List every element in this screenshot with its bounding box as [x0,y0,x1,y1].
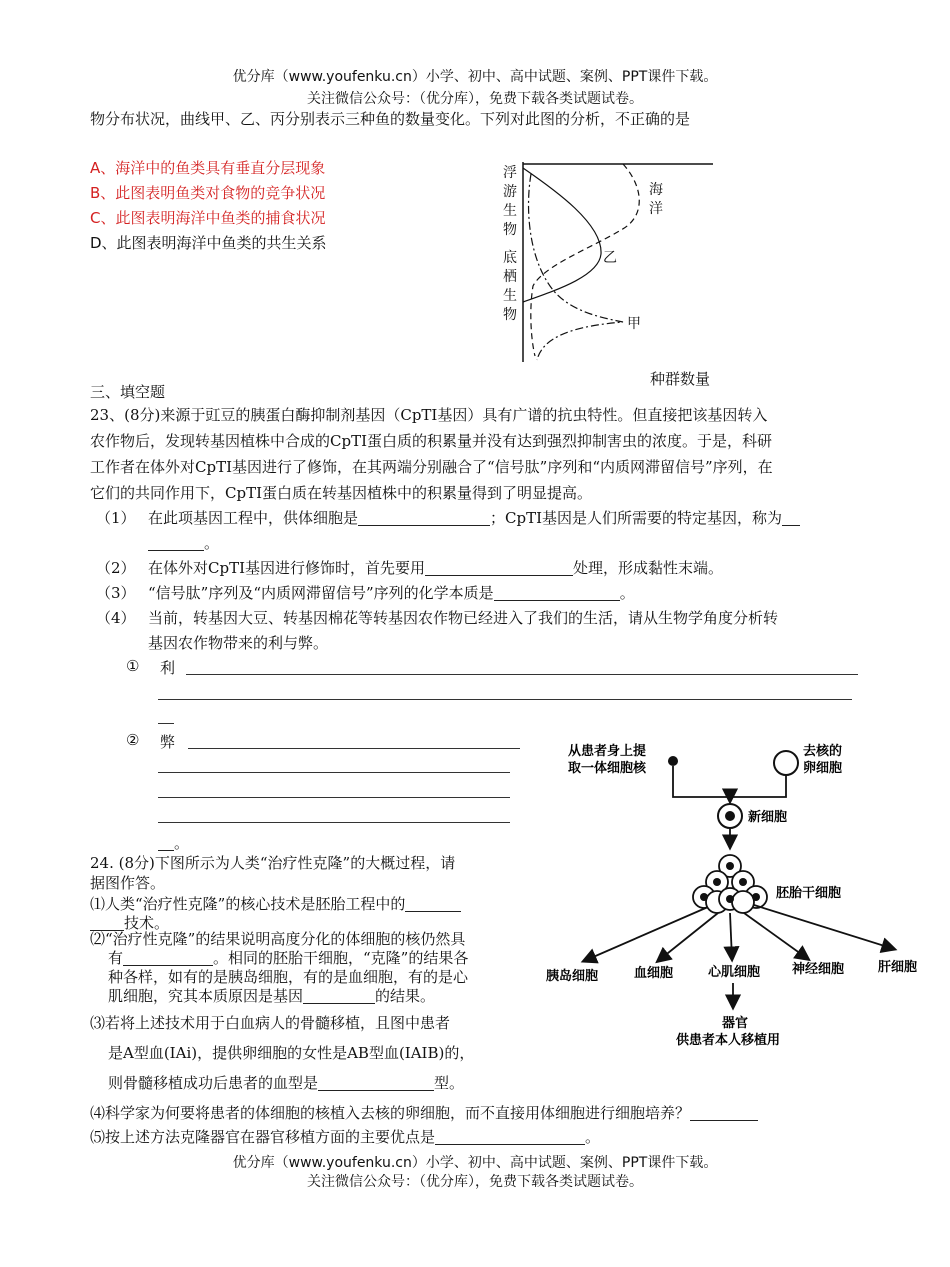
arrow-heart [730,913,732,959]
answer-line-bi[interactable] [158,822,510,823]
answer-blank[interactable] [358,509,490,527]
answer-blank[interactable] [148,534,204,552]
answer-blank[interactable] [158,834,174,852]
item-number: （2） [96,559,136,577]
y-label-char: 生 [503,288,517,304]
donor-label: 从患者身上提 [568,744,647,759]
option-d[interactable]: D、此图表明海洋中鱼类的共生关系 [90,234,327,252]
y-label-char: 栖 [503,269,517,285]
donor-label: 取一体细胞核 [568,761,647,776]
curve-label-jia: 甲 [627,316,641,332]
answer-line-bi[interactable] [158,797,510,798]
join-line [673,766,786,797]
q23-item-4-end: 。 [158,832,189,853]
item-number: （1） [96,509,136,527]
y-label-char: 底 [503,250,517,266]
y-label-char: 游 [503,184,517,200]
curve-label-haiyang: 洋 [649,201,663,217]
option-b[interactable]: B、此图表明鱼类对食物的竞争状况 [90,184,326,202]
section-title: 三、填空题 [90,383,166,401]
curve-jia-dashdot [529,174,623,360]
answer-blank[interactable] [405,895,461,913]
circled-number-1: ① [126,657,140,675]
q24-intro-cont: 据图作答。 [90,874,166,892]
header-line-2: 关注微信公众号：（优分库），免费下载各类试题试卷。 [307,91,643,107]
q24-sub-2: ⑵“治疗性克隆”的结果说明高度分化的体细胞的核仍然具 [90,930,466,948]
answer-blank[interactable] [782,509,800,527]
y-label-char: 生 [503,203,517,219]
footer-line-1: 优分库（www.youfenku.cn）小学、初中、高中试题、案例、PPT课件下载。 [232,1155,718,1171]
enucleated-egg-icon [774,751,798,775]
option-c[interactable]: C、此图表明海洋中鱼类的捕食状况 [90,209,326,227]
q24-sub-3-cont: 则骨髓移植成功后患者的血型是 型。 [108,1074,465,1092]
q23-line: 农作物后，发现转基因植株中合成的CpTI蛋白质的积累量并没有达到强烈抑制害虫的浓度。于是，科研 [90,432,773,450]
organ-use-label: 供患者本人移植用 [676,1033,781,1048]
q24-sub-1-cont: 技术。 [90,912,169,933]
arrow-blood [658,913,718,961]
curve-label-haiyang: 海 [649,182,663,198]
stem-cell-label: 胚胎干细胞 [776,886,842,901]
q23-item-3: “信号肽”序列及“内质网滞留信号”序列的化学本质是 。 [148,584,635,602]
q23-line: 工作者在体外对CpTI基因进行了修饰，在其两端分别融合了“信号肽”序列和“内质网滞留信号”序列，在 [90,458,773,476]
arrow-islet [584,907,708,961]
answer-blank[interactable] [425,559,573,577]
q23-item-4: 当前，转基因大豆、转基因棉花等转基因农作物已经进入了我们的生活，请从生物学角度分析转 [148,609,779,627]
curve-label-yi: 乙 [603,250,617,266]
output-liver: 肝细胞 [878,960,918,975]
q23-item-2: 在体外对CpTI基因进行修饰时，首先要用 处理，形成黏性末端。 [148,559,724,577]
option-a[interactable]: A、海洋中的鱼类具有垂直分层现象 [90,159,326,177]
item-number: （4） [96,609,136,627]
answer-blank[interactable] [494,584,620,602]
q24-intro: 24. (8分)下图所示为人类“治疗性克隆”的大概过程，请 [90,854,456,872]
q23-line: 23、(8分)来源于豇豆的胰蛋白酶抑制剂基因（CpTI基因）具有广谱的抗虫特性。但直接把该基因转入 [90,406,768,424]
y-label-char: 浮 [503,165,517,181]
output-blood: 血细胞 [634,966,674,981]
arrow-liver [754,905,894,949]
donor-nucleus-icon [668,756,678,766]
new-cell-label: 新细胞 [748,810,788,825]
question-23-paragraph [90,402,773,506]
q23-line: 它们的共同作用下，CpTI蛋白质在转基因植株中的积累量得到了明显提高。 [90,484,593,502]
q24-sub-1: ⑴人类“治疗性克隆”的核心技术是胚胎工程中的 [90,893,461,914]
item-number: （3） [96,584,136,602]
answer-blank[interactable] [318,1074,434,1092]
answer-line-li[interactable] [158,699,852,700]
fish-distribution-chart [495,150,725,390]
answer-blank[interactable] [690,1104,758,1122]
answer-blank[interactable] [303,987,375,1005]
q24-sub-4: ⑷科学家为何要将患者的体细胞的核植入去核的卵细胞，而不直接用体细胞进行细胞培养？ [90,1102,758,1123]
organ-label: 器官 [722,1016,749,1031]
cloning-diagram [540,735,932,1055]
question-22-stem: 物分布状况，曲线甲、乙、丙分别表示三种鱼的数量变化。下列对此图的分析，不正确的是 [90,110,691,128]
footer-line-2: 关注微信公众号：（优分库），免费下载各类试题试卷。 [307,1174,643,1190]
answer-blank[interactable] [435,1128,585,1146]
q24-sub-3: ⑶若将上述技术用于白血病人的骨髓移植，且图中患者 [90,1014,451,1032]
q23-item-1: 在此项基因工程中，供体细胞是 ；CpTI基因是人们所需要的特定基因，称为 [148,507,800,528]
curve-haiyang-dashed [531,164,639,356]
q24-sub-2-cont: 种各样，如有的是胰岛细胞，有的是血细胞，有的是心 [108,968,469,986]
output-nerve: 神经细胞 [792,962,845,977]
q24-sub-3-cont: 是A型血(IAi)，提供卵细胞的女性是AB型血(IAIB)的， [108,1044,475,1062]
answer-blank[interactable] [123,949,213,967]
output-heart: 心肌细胞 [708,965,761,980]
q24-sub-2-cont: 肌细胞，究其本质原因是基因 的结果。 [108,987,436,1005]
arrow-nerve [744,913,808,959]
q23-item-4-cont: 基因农作物带来的利与弊。 [148,634,329,652]
answer-line-li[interactable] [186,674,858,675]
output-islet: 胰岛细胞 [546,969,599,984]
chart-x-label: 种群数量 [650,370,711,388]
egg-label: 去核的 [803,744,843,759]
y-label-char: 物 [503,307,517,323]
egg-label: 卵细胞 [803,761,843,776]
q23-item-1-cont: 。 [148,532,219,553]
label-li: 利 [160,659,176,677]
answer-line-bi[interactable] [188,748,520,749]
label-bi: 弊 [160,733,176,751]
q24-sub-2-cont: 有 。相同的胚胎干细胞，“克隆”的结果各 [108,949,469,967]
circled-number-2: ② [126,731,140,749]
answer-line-li[interactable] [158,723,174,724]
header-line-1: 优分库（www.youfenku.cn）小学、初中、高中试题、案例、PPT课件下载。 [232,69,718,85]
curve-yi-solid [523,168,601,302]
answer-line-bi[interactable] [158,772,510,773]
y-label-char: 物 [503,222,517,238]
q24-sub-5: ⑸按上述方法克隆器官在器官移植方面的主要优点是 。 [90,1128,601,1146]
